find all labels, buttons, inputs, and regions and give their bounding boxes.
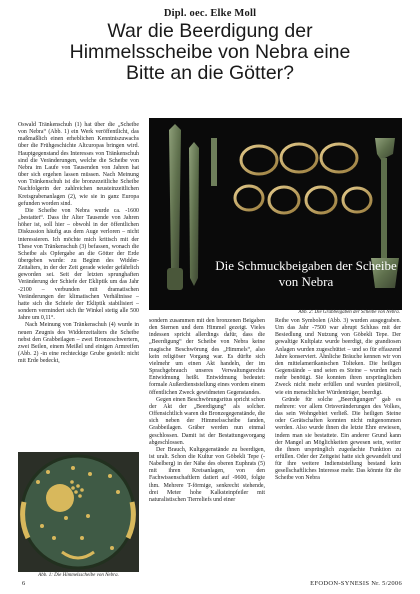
text-column-1 <box>18 122 139 365</box>
paragraph: Oswald Tränkenschuh (1) hat über die „Scheibe von Nebra“ (Abb. 1) ein Werk veröffentlicht, das maßmaßlich einen erheblichen Kenntniszuwachs über die Frühgeschichte Altcuropas bringen wird. Hauptgegenstand des Interesses von Tränkenschuh sind die Veränderungen, welche die Scheibe von Nebra im Laufe von Tausenden von Jahren hat über sich ergehen lassen müssen. Nach Meinung von Tränkenschuh ist die bronzezeitliche Scheibe Nachfolgerin der zahlreichen neusteinzeitlichen Kreisgrabenanlagen (2), wie sie in ganz Europa gefunden worden sind. <box>18 122 139 207</box>
paragraph: Nach Meinung von Tränkenschuh (4) wurde in neuen Zeugnis des Widderzeitalters die Scheibe nebst den Grabbeilagen – zwei Bronzeschwertern, zwei Beilen, einem Meißel und einigen Armreifen (Abb. 2) -in eine rechteckige Grube gesteilt: nicht mit Erde bedeckt, <box>18 322 139 365</box>
paragraph: sondern zusammen mit den bronzenen Beigaben den Sternen und dem Himmel gezeigt. Vieles indessen spricht allerdings dafür, dass die „Beerdigung“ der Scheibe von Nebra keine magische Beschwörung des „Himmels“, also kein religiöser Vorgang war. Es dürfte sich vielmehr um einen Akt handeln, der im Sprachgebrauch unseres Verwaltungsrechts Entwidmung heißt. Entwidmung bedeutet: formale Außerdienststellung eines vordem einem öffentlichen Zweck gewidmeten Gegenstandes. <box>149 318 265 396</box>
paragraph: Gegen einen Beschwörungsritus spricht schon der Akt der „Beerdigung“ als solcher. Offensichtlich waren die Bronzegegenstände, die sich neben der Himmelsscheibe fanden, Grabbeilagen. Gräber werden nun einmal geschlossen. Damit ist der Bestattungsvorgang abgeschlossen. <box>149 396 265 446</box>
article-title: War die Beerdigung der Himmelsscheibe von Nebra eine Bitte an die Götter? <box>69 20 351 84</box>
paragraph: Der Brauch, Kultgegenstände zu beerdigen, ist uralt. Schon die Kultur von Göbekli Tepe (- Nabelberg) in der Nähe des oberen Euphrats (5) mit ihren Kreisanlagen, von den Fachwissenschaftlern datiert auf -9600, folgte ihm. Mehrere T-förmige, senkrecht stehende, drei Meter hohe Kalksteinpfeiler mit naturalistischen Tierreliefs und einer <box>149 446 265 503</box>
figure-caption: Abb. 2: Die Grabbeigaben der Scheibe von Nebra. <box>298 310 400 315</box>
text-column-3 <box>275 318 401 483</box>
photo-overlay-title: Die Schmuckbeigaben der Scheibe von Nebra <box>215 258 397 289</box>
page-number: 6 <box>22 580 26 587</box>
text-column-2 <box>149 318 265 504</box>
journal-name: EFODON-SYNESIS Nr. 5/2006 <box>310 580 402 587</box>
figure-caption: Abb. 1: Die Himmelsscheibe von Nebra. <box>38 573 119 578</box>
paragraph: Gründe für solche „Beerdigungen“ gab es mehrere: vor allem Ortsveränderungen des Volkes, das sein Wohngebiet verließ. Die heiligen Steine oder Gerätschaften konnten nicht mitgenommen werden. Also wurde ihnen die letzte Ehre erwiesen, indem man sie bestattete. Ein anderer Grund kann der Mangel an Möglichkeiten gewesen sein, weiter die ihnen ursprünglich zugedachte Funktion zu erfüllen. Oder der Zeitgeist hatte sich gewandelt und für ihre weitere Indienststellung bestand kein gesellschaftliches Interesse mehr. Das könnte für die Scheibe von Nebra <box>275 396 401 482</box>
sky-disc-photo <box>18 452 139 572</box>
nebra-disc-illustration <box>18 452 139 572</box>
paragraph: Reihe von Symbolen (Abb. 3) wurden ausgegraben. Um das Jahr -7500 war abrupt Schluss mit der Besiedlung und Nutzung von Göbekli Tepe. Der gewaltige Kultplatz wurde beerdigt, die grandiosen Anlagen wurden zugeschüttet – und so für effaszend Jahre konserviert. Ähnliche Bräuche kennen wir von den mittelamerikanischen Tolteken. Die heiligen Gegenstände – und seien es Steine – wurden nach mehr benötigt. Sie konnten ihren ursprünglichen Zweck nicht mehr erfüllen und wurden pietätvoll, wie ein menschlicher Würdenträger, beerdigt. <box>275 318 401 396</box>
jewelry-photo <box>149 118 402 310</box>
author-name: Dipl. oec. Elke Moll <box>163 8 257 19</box>
paragraph: Die Scheibe von Nebra wurde ca. -1600 „bestattet“. Dass ihr Alter Tausende von Jahren höher ist, soll hier – obwohl in der öffentlichen Diskussion häufig aus dem Auge verloren – nicht interessieren. Ich möchte mich kritisch mit der These von Tränkenschuh (3) befassen, wonach die Scheibe als Opfergabe an die Götter der Erde übergeben wurde: zu Beginn des Widder-Zeitalters, in der der Zeit gerade wieder gefährlich geworden sei. Seit der letzten sprunghaften Veränderung der Schiefe der Ekliptik um das Jahr -2100 – verbunden mit dramatischen Veränderungen der klimatischen Verhältnisse – hatte sich die Schiefe der Ekliptik stabilisiert – sondern vermindert sich ihr Winkel stetig alle 500 Jahre um 0,11°. <box>18 207 139 322</box>
